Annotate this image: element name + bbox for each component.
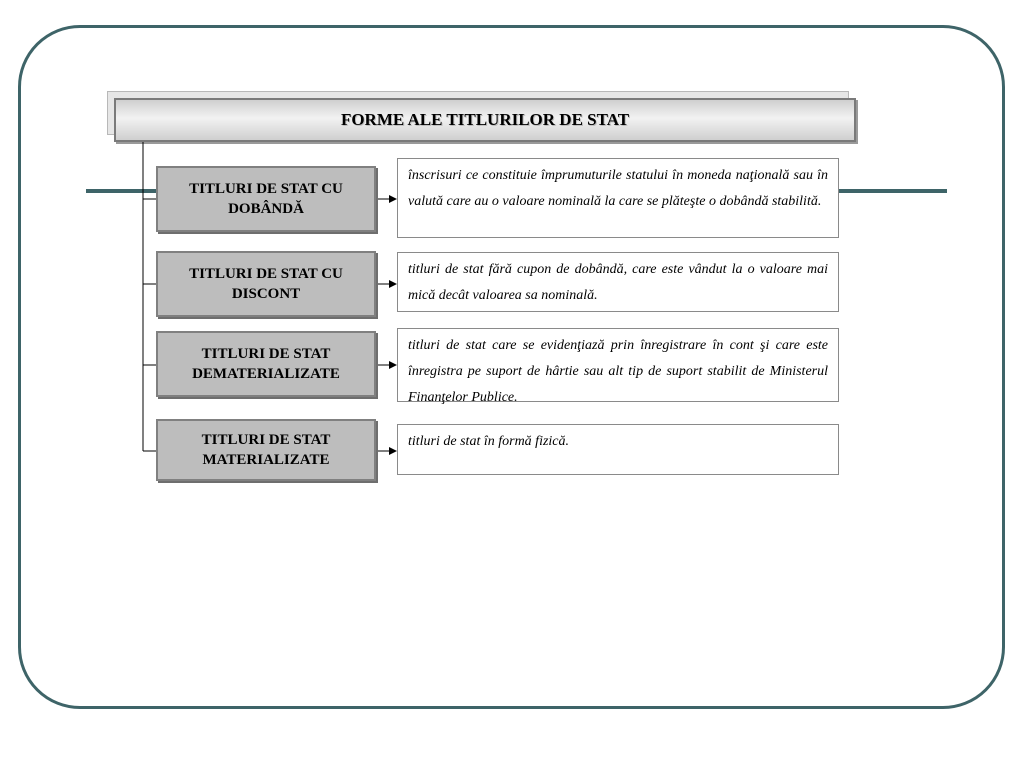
description-text: înscrisuri ce constituie împrumuturile statului în moneda naţională sau în valută care au o valoare nominală la care se plăteşte o dobândă stabilită. [408, 168, 828, 209]
diagram-title-text: FORME ALE TITLURILOR DE STAT [340, 110, 630, 129]
category-label: TITLURI DE STAT MATERIALIZATE [201, 432, 331, 468]
description-box-interest [397, 158, 839, 238]
category-box-interest [156, 166, 376, 232]
description-text: titluri de stat care se evidenţiază prin înregistrare în cont şi care este înregistra pe suport de hârtie sau alt tip de suport stabilit de Ministerul Finanţelor Publice. [408, 338, 828, 405]
category-label: TITLURI DE STAT CU DOBÂNDĂ [189, 181, 343, 217]
description-text: titluri de stat fără cupon de dobândă, care este vândut la o valoare mai mică decât valoarea sa nominală. [408, 262, 828, 303]
category-box-materialized [156, 419, 376, 481]
category-box-dematerialized [156, 331, 376, 397]
description-box-discount [397, 252, 839, 312]
description-box-dematerialized [397, 328, 839, 405]
category-label: TITLURI DE STAT CU DISCONT [189, 266, 343, 302]
category-box-discount [156, 251, 376, 317]
description-box-materialized [397, 424, 839, 475]
description-text: titluri de stat în formă fizică. [408, 434, 570, 449]
category-label: TITLURI DE STAT DEMATERIALIZATE [192, 346, 340, 382]
